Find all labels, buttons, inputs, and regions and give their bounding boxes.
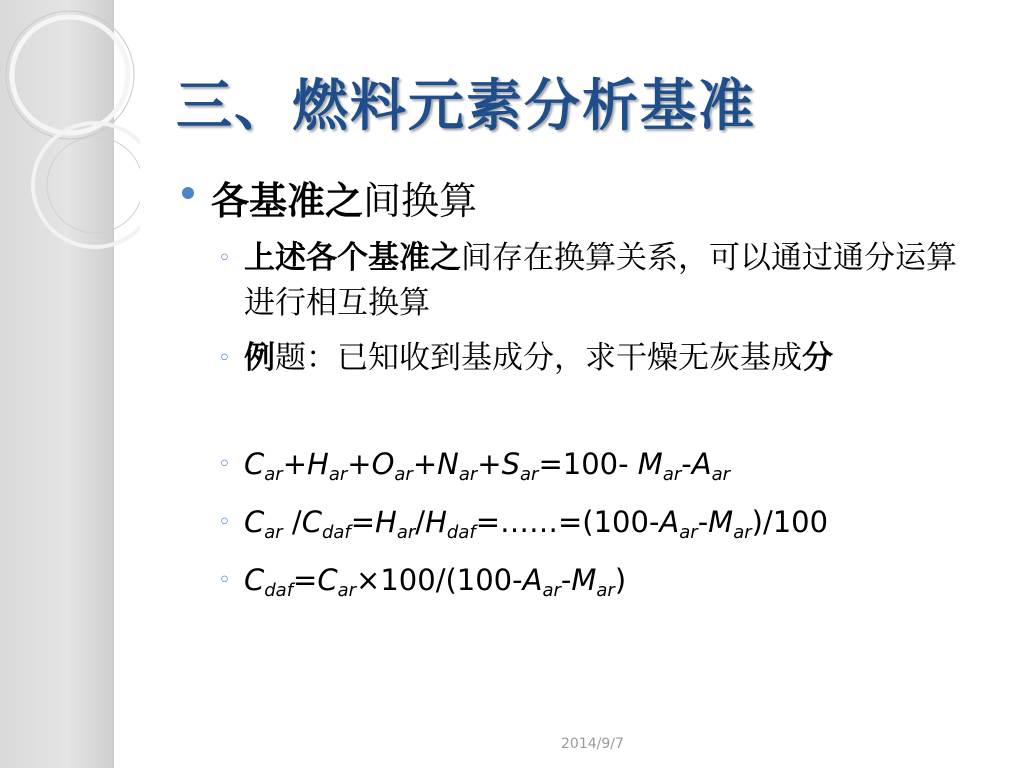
- footer-date: 2014/9/7: [561, 736, 624, 752]
- sub-item-example: [244, 336, 964, 381]
- sub-item-bold-text: 例: [244, 340, 275, 376]
- sub-bullet-icon: ◦: [218, 452, 231, 477]
- sub-item-bold-text: 上述各个基准之: [244, 240, 461, 276]
- level1-bold-text: 各基准之: [211, 179, 364, 223]
- sub-item-conversion: [244, 236, 964, 326]
- sub-bullet-icon: ◦: [218, 246, 231, 271]
- sub-bullet-icon: ◦: [218, 510, 231, 535]
- bullet-icon: [182, 187, 194, 199]
- formula-daf: $C_{daf}=C_{ar}\times 100/(100-A_{ar}-M_{ar})$: [244, 563, 627, 601]
- bullet-level1: [211, 170, 477, 225]
- sub-item-bold-text: 分: [802, 340, 833, 376]
- sub-bullet-icon: ◦: [218, 346, 231, 371]
- decorative-rings: [0, 0, 140, 300]
- sub-bullet-icon: ◦: [218, 568, 231, 593]
- slide-title: 三、燃料元素分析基准: [176, 74, 756, 139]
- sub-item-text: 间存在换算关系，可以通过通分运算进行相互换算: [244, 240, 957, 321]
- sub-item-text: 题：已知收到基成分，求干燥无灰基成: [275, 340, 802, 376]
- formula-sum: $C_{ar}+H_{ar}+O_{ar}+N_{ar}+S_{ar}=100-$ $M_{ar}-A_{ar}$: [244, 447, 731, 485]
- level1-text: 间换算: [363, 179, 478, 223]
- formula-ratio: $C_{ar}$ $/C_{daf}=H_{ar}/H_{daf}=\dots\dots=(100-A_{ar}-M_{ar})/100$: [244, 505, 829, 543]
